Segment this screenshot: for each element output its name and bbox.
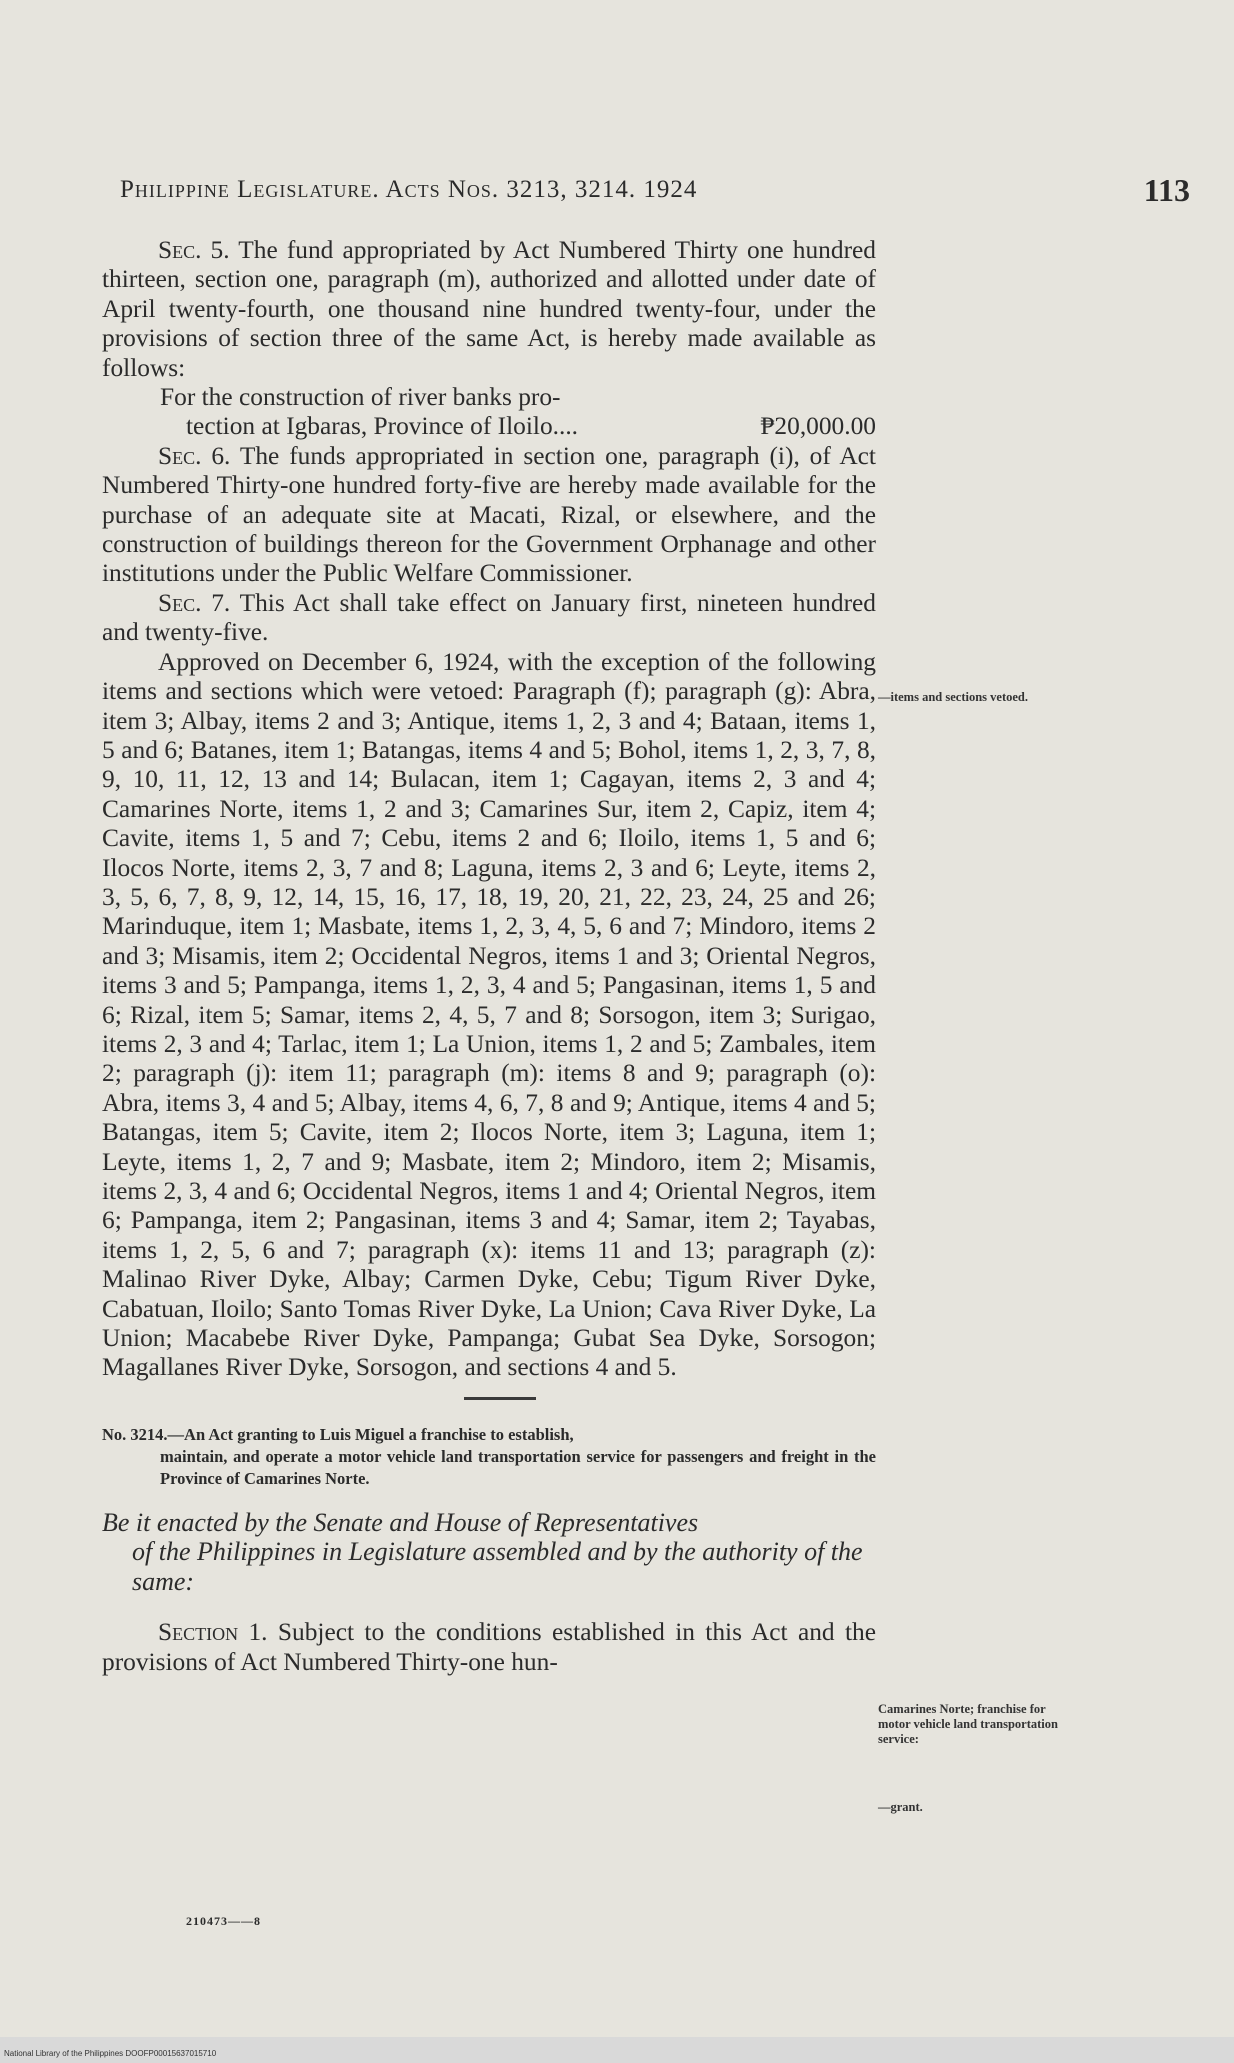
approval-paragraph: Approved on December 6, 1924, with the exception of the following items and sections which were vetoed: Paragraph (f); paragraph (g): Abra, item 3; Albay, items 2 and 3; Antique, items 1, 2, 3 and 4; Bataan, items 1, 5 and 6; Batanes, item 1; Batangas, items 4 and 5; Bohol, items 1, 2, 3, 7, 8, 9, 10, 11, 12, 13 and 14; Bulacan, item 1; Cagayan, items 2, 3 and 4; Camarines Norte, items 1, 2 and 3; Camarines Sur, item 2, Capiz, item 4; Cavite, items 1, 5 and 7; Cebu, items 2 and 6; Iloilo, items 1, 5 and 6; Ilocos Norte, items 2, 3, 7 and 8; Laguna, items 2, 3 and 6; Leyte, items 2, 3, 5, 6, 7, 8, 9, 12, 14, 15, 16, 17, 18, 19, 20, 21, 22, 23, 24, 25 and 26; Marinduque, item 1; Masbate, items 1, 2, 3, 4, 5, 6 and 7; Mindoro, items 2 and 3; Misamis, item 2; Occidental Negros, items 1 and 3; Oriental Negros, items 3 and 5; Pampanga, items 1, 2, 3, 4 and 5; Pangasinan, items 1, 5 and 6; Rizal, item 5; Samar, items 2, 4, 5, 7 and 8; Sorsogon, item 3; Surigao, items 2, 3 and 4; Tarlac, item 1; La Union, items 1, 2 and 5; Zambales, item 2; paragraph (j): item 11; paragraph (m): items 8 and 9; paragraph (o): Abra, items 3, 4 and 5; Albay, items 4, 6, 7, 8 and 9; Antique, items 4 and 5; Batangas, item 5; Cavite, item 2; Ilocos Norte, item 3; Laguna, item 1; Leyte, items 1, 2, 7 and 9; Masbate, item 2; Mindoro, item 2; Misamis, items 2, 3, 4 and 6; Occidental Negros, items 1 and 4; Oriental Negros, item 6; Pampanga, item 2; Pangasinan, items 3 and 4; Samar, item 2; Tayabas, items 1, 2, 5, 6 and 7; paragraph (x): items 11 and 13; paragraph (z): Malinao River Dyke, Albay; Carmen Dyke, Cebu; Tigum River Dyke, Cabatuan, Iloilo; Santo Tomas River Dyke, La Union; Cava River Dyke, La Union; Macabebe River Dyke, Pampanga; Gubat Sea Dyke, Sorsogon; Magallanes River Dyke, Sorsogon, and sections 4 and 5. (102, 647, 876, 1382)
section-7 (102, 589, 876, 648)
bottom-strip (0, 2037, 1234, 2063)
page-number: 113 (1143, 172, 1190, 208)
appropriation-item-line-1: For the construction of river banks pro- (160, 383, 561, 412)
running-head: Philippine Legislature. Acts Nos. 3213, 3214. 1924 (120, 176, 698, 203)
appropriation-item-line-2 (186, 412, 876, 441)
page-body (102, 236, 876, 1677)
archive-credit: National Library of the Philippines DOOFP00015637015710 (4, 2049, 217, 2058)
section-5-text: The fund appropriated by Act Numbered Thirty one hundred thirteen, section one, paragraph (m), authorized and allotted under date of April twenty-fourth, one thousand nine hundred twenty-four, under the provisions of section three of the same Act, is hereby made available as follows: (102, 236, 876, 382)
margin-note-grant: —grant. (878, 1800, 923, 1814)
page-header (120, 172, 1190, 216)
enacting-clause-rest: of the Philippines in Legislature assembled and by the authority of the same: (132, 1537, 863, 1596)
section-6-label: Sec. 6. (158, 441, 231, 470)
section-7-text: This Act shall take effect on January first, nineteen hundred and twenty-five. (102, 588, 876, 647)
appropriation-item-desc: tection at Igbaras, Province of Iloilo.... (186, 412, 579, 441)
act-3214-title-rest: maintain, and operate a motor vehicle land transportation service for passengers and freight in the Province of Camarines Norte. (160, 1446, 876, 1488)
enacting-clause (102, 1508, 876, 1597)
section-6 (102, 442, 876, 589)
act-3214-section-1-label: Section 1. (158, 1618, 268, 1647)
act-3214-section-1-text: Subject to the conditions established in this Act and the provisions of Act Numbered Thirty-one hun- (102, 1618, 876, 1676)
section-5 (102, 236, 876, 383)
act-3214-title (102, 1424, 876, 1490)
act-3214-section-1 (102, 1618, 876, 1677)
section-5-label: Sec. 5. (158, 236, 230, 264)
signature-mark: 210473——8 (186, 1914, 261, 1928)
enacting-clause-line1: Be it enacted by the Senate and House of Representatives (102, 1507, 699, 1537)
section-6-text: The funds appropriated in section one, paragraph (i), of Act Numbered Thirty-one hundred forty-five are hereby made available for the purchase of an adequate site at Macati, Rizal, or elsewhere, and the construction of buildings thereon for the Government Orphanage and other institutions under the Public Welfare Commissioner. (102, 441, 876, 588)
section-divider (464, 1397, 536, 1400)
margin-note-franchise: Camarines Norte; franchise for motor vehicle land transportation service: (878, 1702, 1058, 1746)
act-3214-title-line1: No. 3214.—An Act granting to Luis Miguel a franchise to establish, (102, 1424, 574, 1444)
margin-note-vetoed: —items and sections vetoed. (878, 690, 1028, 704)
appropriation-item-amount: ₱20,000.00 (760, 412, 876, 441)
section-7-label: Sec. 7. (158, 588, 231, 617)
